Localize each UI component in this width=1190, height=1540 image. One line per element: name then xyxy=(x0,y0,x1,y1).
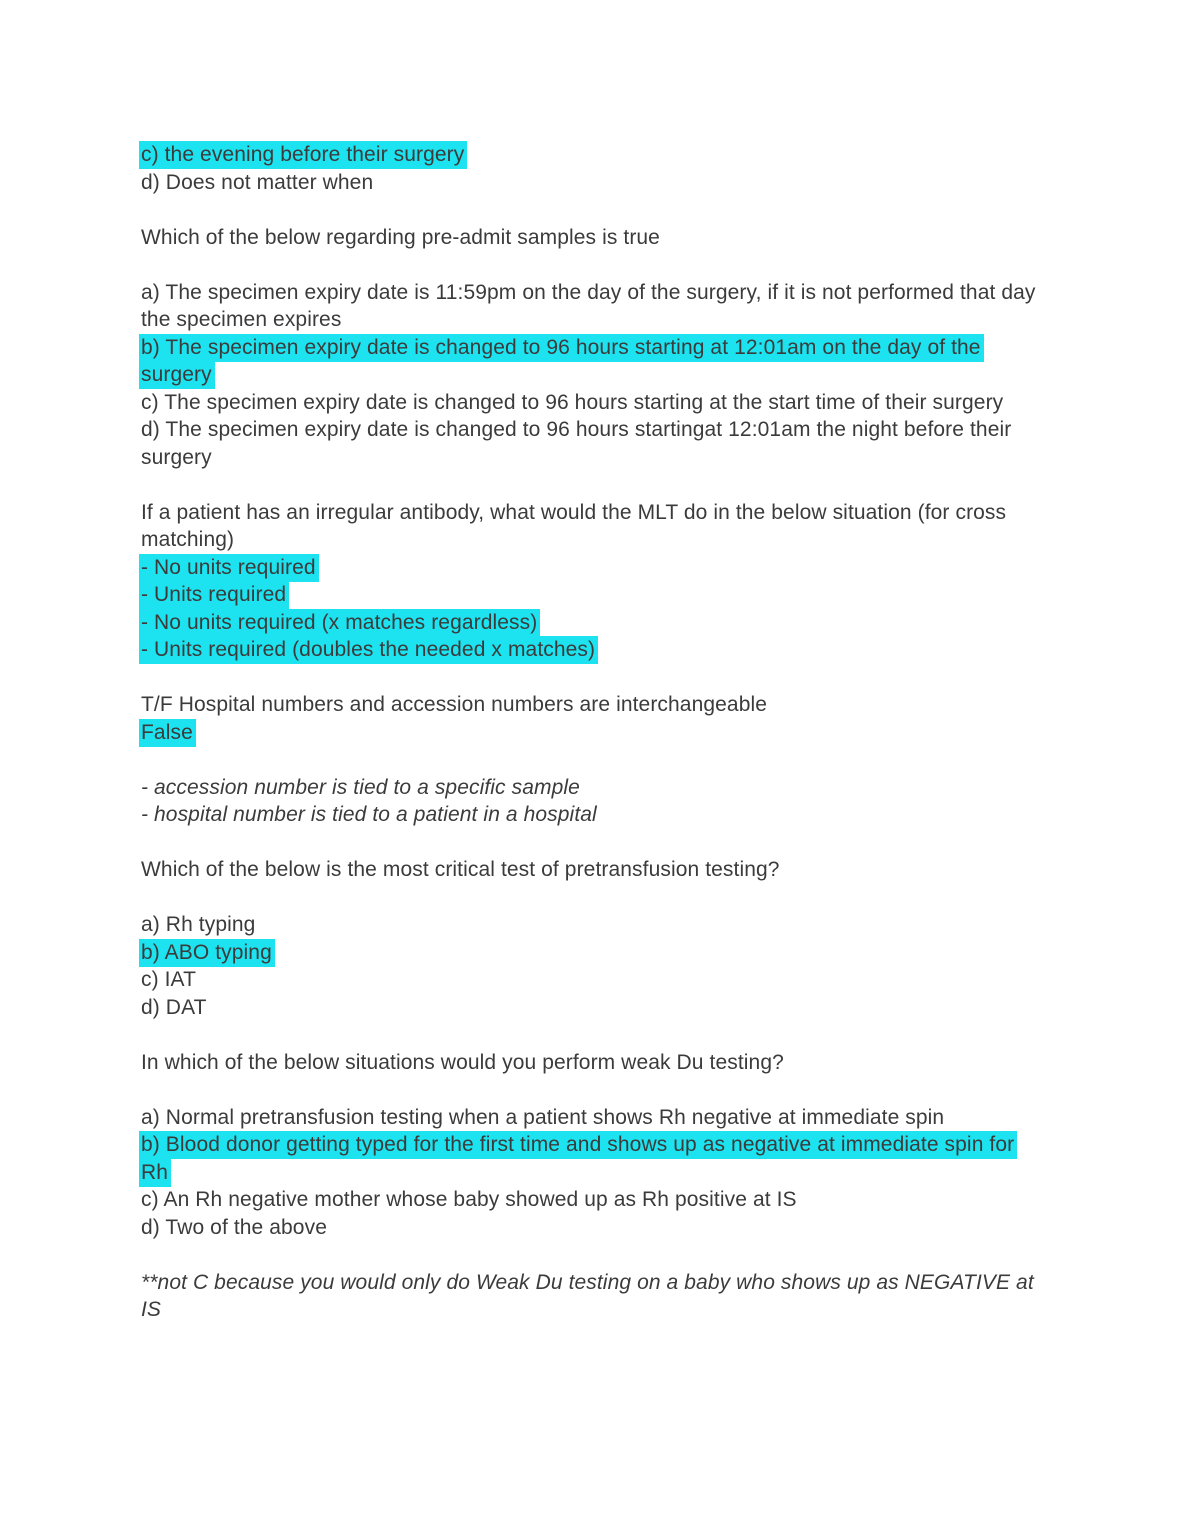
line-text: Which of the below is the most critical test of pretransfusion testing? xyxy=(141,858,780,881)
doc-line xyxy=(141,1186,1045,1214)
highlighted-text: False xyxy=(139,719,196,747)
line-text: c) An Rh negative mother whose baby showed up as Rh positive at IS xyxy=(141,1188,797,1211)
highlighted-text: - No units required xyxy=(139,554,319,582)
highlighted-text: c) the evening before their surgery xyxy=(139,141,467,169)
doc-line xyxy=(141,279,1045,334)
doc-line xyxy=(141,801,1045,829)
line-text: T/F Hospital numbers and accession numbers are interchangeable xyxy=(141,693,768,716)
highlighted-text: - Units required (doubles the needed x matches) xyxy=(139,636,598,664)
blank-line xyxy=(141,829,1045,857)
line-text: Which of the below regarding pre-admit samples is true xyxy=(141,225,660,249)
highlighted-text: b) The specimen expiry date is changed to 96 hours starting at 12:01am on the day of the surgery xyxy=(139,334,984,390)
line-text: a) Normal pretransfusion testing when a patient shows Rh negative at immediate spin xyxy=(141,1105,945,1129)
doc-line xyxy=(141,389,1045,417)
doc-line xyxy=(141,911,1045,939)
blank-line xyxy=(141,251,1045,279)
doc-line xyxy=(141,939,1045,967)
doc-line xyxy=(141,774,1045,802)
blank-line xyxy=(141,1021,1045,1049)
doc-line xyxy=(141,994,1045,1022)
blank-line xyxy=(141,746,1045,774)
blank-line xyxy=(141,471,1045,499)
doc-line xyxy=(141,554,1045,582)
line-text: a) Rh typing xyxy=(141,913,256,936)
highlighted-text: b) Blood donor getting typed for the first time and shows up as negative at immediate spin for Rh xyxy=(139,1131,1017,1187)
doc-line xyxy=(141,1049,1045,1077)
doc-line xyxy=(141,1104,1045,1132)
doc-line xyxy=(141,609,1045,637)
line-text: In which of the below situations would you perform weak Du testing? xyxy=(141,1050,784,1074)
doc-line xyxy=(141,169,1045,197)
document-body xyxy=(141,141,1045,1324)
doc-line xyxy=(141,966,1045,994)
doc-line xyxy=(141,1269,1045,1324)
blank-line xyxy=(141,1241,1045,1269)
blank-line xyxy=(141,664,1045,692)
line-text: c) The specimen expiry date is changed to 96 hours starting at the start time of their surgery xyxy=(141,390,1004,414)
doc-line xyxy=(141,636,1045,664)
doc-line xyxy=(141,141,1045,169)
line-text: **not C because you would only do Weak Du testing on a baby who shows up as NEGATIVE at IS xyxy=(141,1270,1034,1321)
blank-line xyxy=(141,196,1045,224)
blank-line xyxy=(141,884,1045,912)
highlighted-text: - Units required xyxy=(139,581,289,609)
line-text: d) Does not matter when xyxy=(141,170,374,194)
doc-line xyxy=(141,691,1045,719)
highlighted-text: - No units required (x matches regardless) xyxy=(139,609,540,637)
doc-line xyxy=(141,1131,1045,1186)
line-text: d) Two of the above xyxy=(141,1215,327,1239)
doc-line xyxy=(141,856,1045,884)
line-text: - accession number is tied to a specific sample xyxy=(141,775,580,799)
doc-line xyxy=(141,719,1045,747)
doc-line xyxy=(141,224,1045,252)
line-text: d) DAT xyxy=(141,995,207,1019)
blank-line xyxy=(141,1076,1045,1104)
doc-line xyxy=(141,416,1045,471)
line-text: - hospital number is tied to a patient in a hospital xyxy=(141,803,597,826)
doc-line xyxy=(141,1214,1045,1242)
line-text: c) IAT xyxy=(141,968,197,991)
line-text: d) The specimen expiry date is changed to 96 hours startingat 12:01am the night before their surgery xyxy=(141,418,1012,469)
doc-line xyxy=(141,499,1045,554)
doc-line xyxy=(141,581,1045,609)
highlighted-text: b) ABO typing xyxy=(139,939,275,967)
line-text: a) The specimen expiry date is 11:59pm on the day of the surgery, if it is not performed that day the specimen expires xyxy=(141,280,1036,331)
doc-line xyxy=(141,334,1045,389)
line-text: If a patient has an irregular antibody, what would the MLT do in the below situation (for cross matching) xyxy=(141,500,1007,551)
